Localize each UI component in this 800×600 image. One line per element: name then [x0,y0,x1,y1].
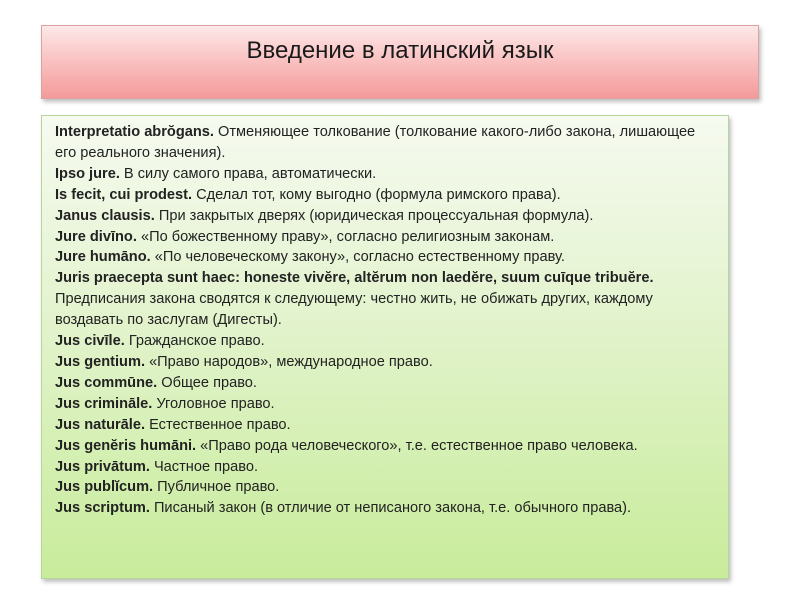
phrase-entry [55,373,718,394]
latin-term: Interpretatio abrŏgans. [55,124,214,140]
phrase-entry [55,227,718,248]
phrase-entry [55,457,718,478]
phrase-entry [55,331,718,352]
term-definition: Гражданское право. [124,333,265,350]
latin-term: Jus commūne. [55,374,158,391]
latin-term: Jus publĭcum. [55,479,154,496]
phrase-entry [55,415,718,436]
phrase-entry [55,164,718,185]
title-banner [41,25,759,99]
phrase-list [55,122,718,519]
term-definition: Публичное право. [153,479,280,496]
term-definition: Писаный закон (в отличие от неписаного закона, т.е. обычного права). [149,500,632,517]
latin-term: Jure divīno. [55,228,137,245]
phrases-panel [41,115,729,579]
phrase-entry [55,247,718,268]
term-definition: При закрытых дверях (юридическая процессуальная формула). [154,207,594,224]
term-definition: «Право рода человеческого», т.е. естественное право человека. [196,437,638,454]
phrase-entry [55,436,718,457]
phrase-entry [55,122,718,164]
latin-term: Jus scriptum. [55,500,150,517]
term-definition: «По человеческому закону», согласно естественному праву. [150,249,565,266]
latin-term: Jus naturāle. [55,416,146,433]
phrase-entry [55,352,718,373]
latin-term: Jus genĕris humāni. [55,437,197,454]
latin-term: Jus privātum. [55,458,150,475]
latin-term: Is fecit, cui prodest. [55,186,193,203]
latin-term: Juris praecepta sunt haec: honeste vivĕre, altĕrum non laedĕre, suum cuīque tribuĕre. [55,270,654,287]
latin-term: Jus civīle. [55,333,125,350]
latin-term: Ipso jure. [55,165,120,182]
latin-term: Jus crimināle. [55,395,153,412]
term-definition: Частное право. [149,458,259,475]
latin-term: Janus clausis. [55,207,155,224]
slide-title: Введение в латинский язык [246,37,554,64]
term-definition: Сделал тот, кому выгодно (формула римского права). [192,186,561,203]
latin-term: Jus gentium. [55,353,146,370]
phrase-entry [55,206,718,227]
term-definition: Уголовное право. [152,395,275,412]
phrase-entry [55,394,718,415]
term-definition: «По божественному праву», согласно религиозным законам. [136,228,555,245]
term-definition: Естественное право. [145,416,291,433]
latin-term: Jure humāno. [55,249,151,266]
phrase-entry [55,498,718,519]
term-definition: «Право народов», международное право. [145,353,433,370]
term-definition: Общее право. [157,374,257,391]
term-definition: В силу самого права, автоматически. [119,165,377,182]
phrase-entry [55,268,718,331]
term-definition: Предписания закона сводятся к следующему: честно жить, не обижать других, каждому воздавать по заслугам (Дигесты). [55,291,653,329]
phrase-entry [55,477,718,498]
phrase-entry [55,185,718,206]
term-definition: Отменяющее толкование (толкование какого-либо закона, лишающее его реального значения). [55,124,696,161]
